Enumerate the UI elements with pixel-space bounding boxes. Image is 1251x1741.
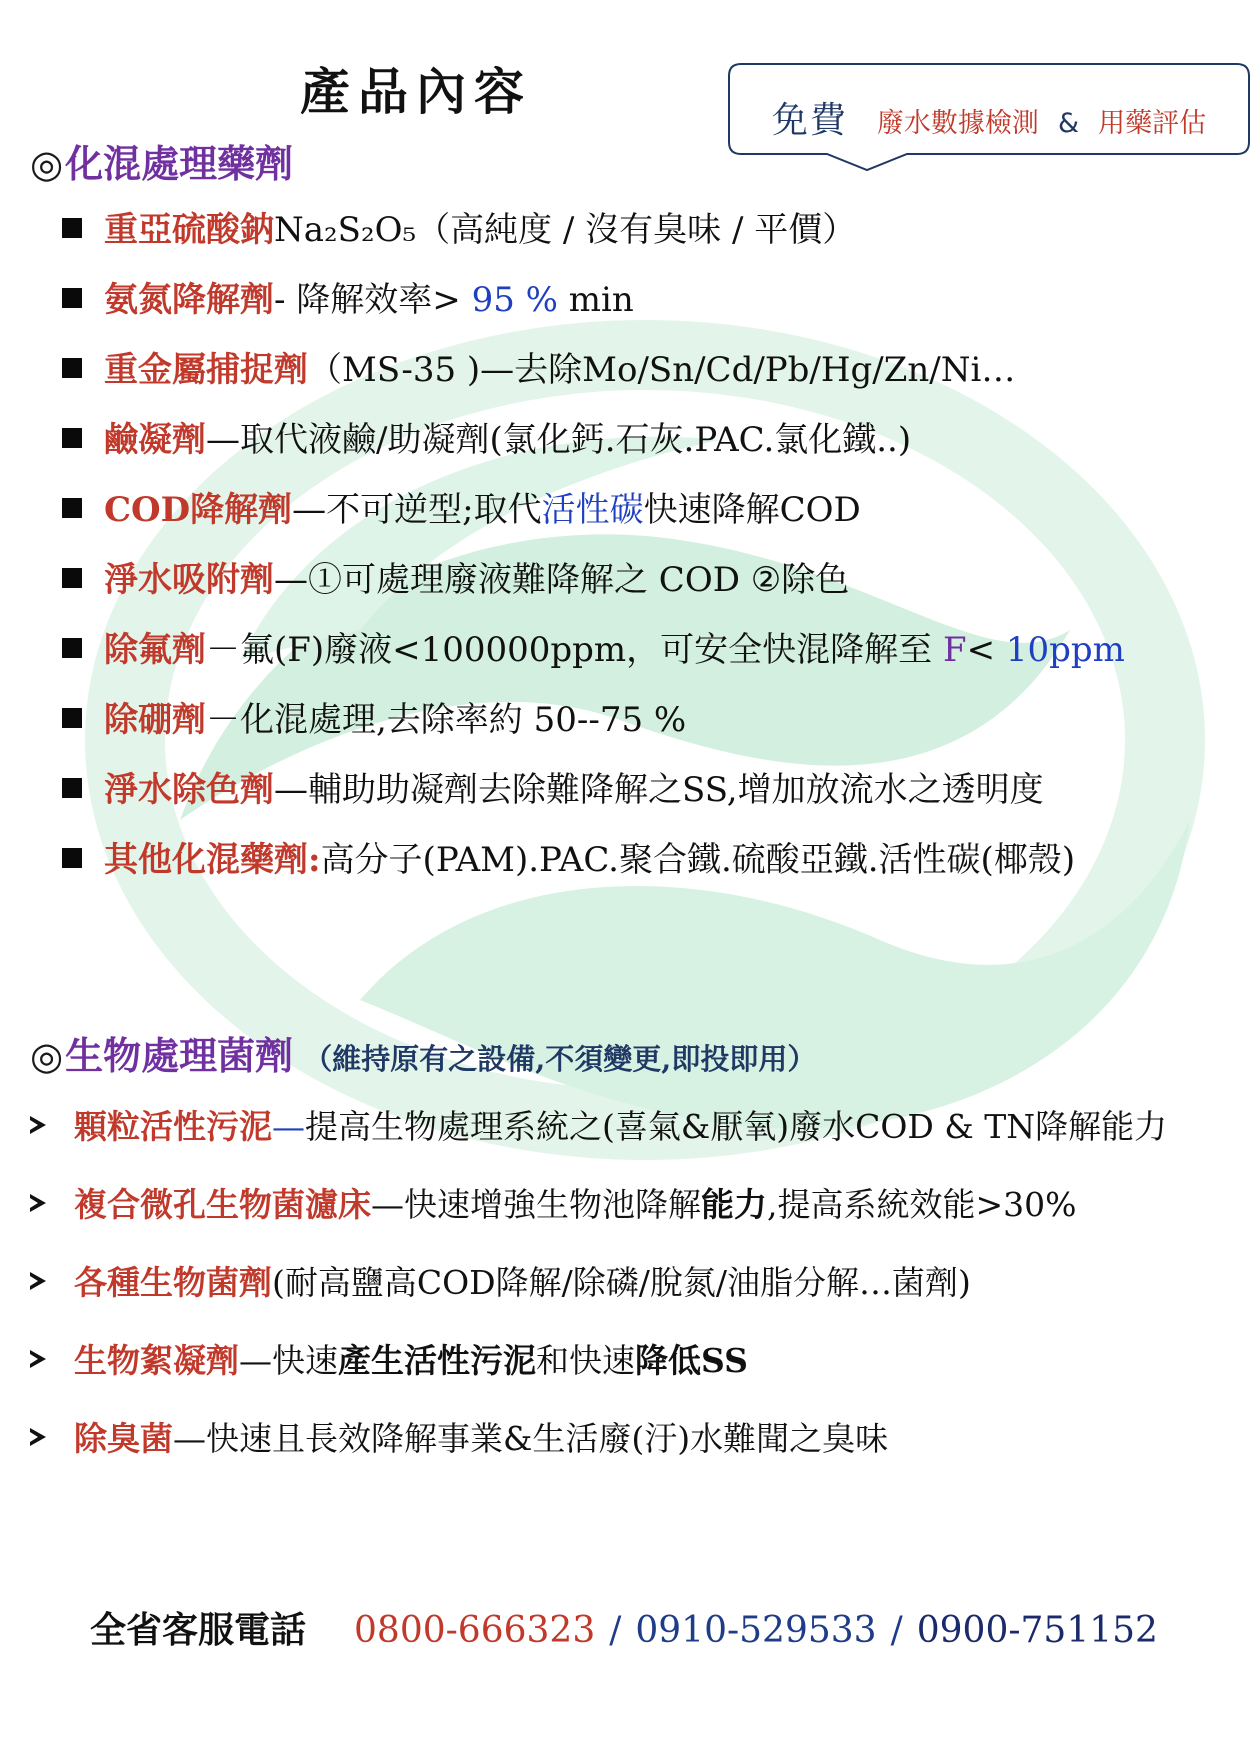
dash: —	[272, 1107, 305, 1146]
section-chemical-heading	[30, 133, 293, 188]
list-item	[62, 275, 634, 325]
product-description-tail: min	[557, 280, 634, 320]
bullseye-icon: ◎	[30, 142, 64, 186]
product-description: —不可逆型;取代	[292, 490, 542, 530]
product-description: 高分子(PAM).PAC.聚合鐵.硫酸亞鐵.活性碳(椰殼)	[320, 840, 1076, 880]
dash: —	[239, 1341, 272, 1380]
product-name: 重金屬捕捉劑	[104, 350, 308, 390]
free-service-badge	[727, 62, 1251, 177]
list-item	[62, 625, 1125, 675]
section-bio-note: （維持原有之設備,不須變更,即投即用）	[303, 1042, 817, 1076]
arrow-bullet-icon	[30, 1194, 46, 1212]
product-name: 各種生物菌劑	[74, 1263, 272, 1302]
product-name: 淨水除色劑	[104, 770, 274, 810]
phone-number-2: 0910-529533	[635, 1610, 877, 1651]
highlight-value: 10ppm	[1005, 630, 1125, 670]
bullseye-icon: ◎	[30, 1034, 64, 1078]
highlight-value: 活性碳	[541, 490, 644, 530]
product-name: 顆粒活性污泥	[74, 1107, 272, 1146]
list-item	[62, 695, 686, 745]
product-description: —①可處理廢液難降解之 COD ②除色	[274, 560, 850, 600]
product-description: - 降解效率>	[274, 280, 472, 320]
square-bullet-icon	[62, 218, 82, 238]
square-bullet-icon	[62, 638, 82, 658]
product-name: 鹼凝劑	[104, 420, 206, 460]
product-name: 複合微孔生物菌濾床	[74, 1185, 371, 1224]
list-item	[62, 765, 1044, 815]
highlight-symbol: F	[942, 630, 967, 670]
product-name: 其他化混藥劑:	[104, 840, 321, 880]
list-item	[30, 1414, 888, 1464]
product-description-tail: ,提高系統效能>30%	[767, 1185, 1077, 1224]
arrow-bullet-icon	[30, 1116, 46, 1134]
badge-free-label: 免費	[771, 100, 848, 141]
list-item	[30, 1180, 1077, 1230]
product-description: —取代液鹼/助凝劑(氯化鈣.石灰.PAC.氯化鐵..)	[206, 420, 912, 460]
arrow-bullet-icon	[30, 1428, 46, 1446]
list-item	[30, 1102, 1167, 1152]
dash: —	[371, 1185, 404, 1224]
square-bullet-icon	[62, 358, 82, 378]
emphasis-text: 產生活性污泥	[338, 1341, 536, 1380]
badge-text-testing: 廢水數據檢測	[876, 108, 1039, 139]
page-title: 產品內容	[300, 62, 532, 121]
list-item	[62, 205, 856, 255]
square-bullet-icon	[62, 568, 82, 588]
list-item	[30, 1336, 748, 1386]
list-item	[30, 1258, 971, 1308]
highlight-value: 95 %	[471, 280, 558, 320]
product-name: 生物絮凝劑	[74, 1341, 239, 1380]
section-bio-heading	[30, 1025, 816, 1080]
list-item	[62, 415, 911, 465]
square-bullet-icon	[62, 848, 82, 868]
product-name: 除硼劑	[104, 700, 206, 740]
product-description: （MS-35 )—去除Mo/Sn/Cd/Pb/Hg/Zn/Ni…	[308, 350, 1016, 390]
square-bullet-icon	[62, 708, 82, 728]
product-description-mid: <	[966, 630, 1006, 670]
square-bullet-icon	[62, 498, 82, 518]
phone-separator: /	[890, 1610, 903, 1651]
product-description: Na₂S₂O₅（高純度 / 沒有臭味 / 平價）	[274, 210, 857, 250]
product-name: 氨氮降解劑	[104, 280, 274, 320]
arrow-bullet-icon	[30, 1272, 46, 1290]
phone-separator: /	[609, 1610, 622, 1651]
product-name: 重亞硫酸鈉	[104, 210, 274, 250]
product-description: 快速且長效降解事業&生活廢(汙)水難聞之臭味	[206, 1419, 889, 1458]
emphasis-text: 能力	[701, 1185, 767, 1224]
product-name: COD降解劑	[104, 490, 293, 530]
phone-number-1: 0800-666323	[354, 1610, 596, 1651]
square-bullet-icon	[62, 428, 82, 448]
emphasis-text: 降低SS	[635, 1341, 748, 1380]
badge-ampersand: &	[1058, 108, 1080, 139]
list-item	[62, 345, 1015, 395]
dash: —	[173, 1419, 206, 1458]
product-description: 快速增強生物池降解	[404, 1185, 701, 1224]
badge-text-evaluation: 用藥評估	[1098, 108, 1207, 139]
square-bullet-icon	[62, 778, 82, 798]
product-description-tail: 快速降解COD	[643, 490, 861, 530]
contact-footer	[90, 1605, 1158, 1656]
list-item	[62, 835, 1075, 885]
product-description: －化混處理,去除率約 50--75 %	[206, 700, 687, 740]
section-bio-title: 生物處理菌劑	[65, 1033, 294, 1078]
product-name: 除氟劑	[104, 630, 206, 670]
product-description: 快速	[272, 1341, 338, 1380]
hotline-label: 全省客服電話	[90, 1609, 307, 1651]
section-chemical-title: 化混處理藥劑	[65, 141, 294, 186]
phone-number-3: 0900-751152	[916, 1610, 1158, 1651]
list-item	[62, 555, 849, 605]
product-description: －氟(F)廢液<100000ppm，可安全快混降解至	[206, 630, 943, 670]
product-description: (耐高鹽高COD降解/除磷/脫氮/油脂分解…菌劑)	[272, 1263, 971, 1302]
product-description: —輔助助凝劑去除難降解之SS,增加放流水之透明度	[274, 770, 1044, 810]
product-description-tail: 和快速	[536, 1341, 635, 1380]
product-description: 提高生物處理系統之(喜氣&厭氧)廢水COD & TN降解能力	[305, 1107, 1168, 1146]
square-bullet-icon	[62, 288, 82, 308]
product-name: 除臭菌	[74, 1419, 173, 1458]
arrow-bullet-icon	[30, 1350, 46, 1368]
product-name: 淨水吸附劑	[104, 560, 274, 600]
list-item	[62, 485, 861, 535]
